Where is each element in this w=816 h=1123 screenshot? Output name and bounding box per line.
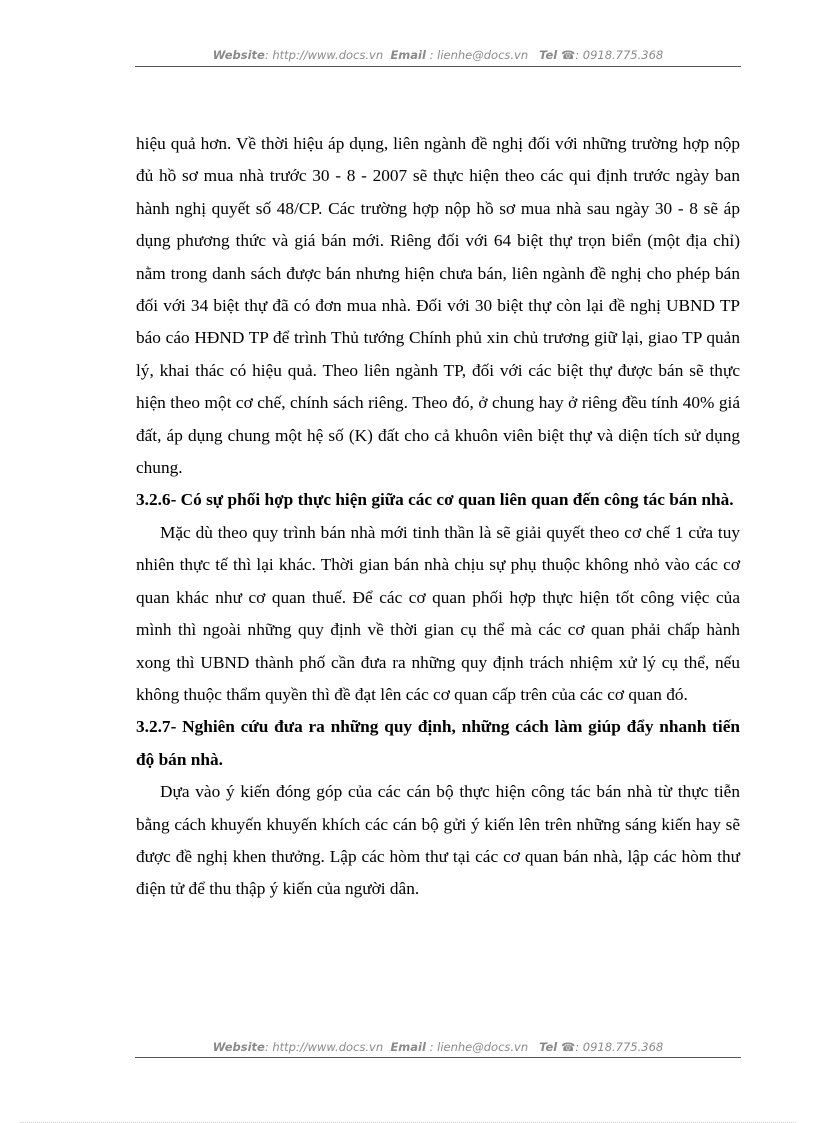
header-email-link[interactable]: : lienhe@docs.vn (429, 48, 529, 62)
page-header (135, 48, 741, 62)
footer-tel-label: Tel (539, 1040, 558, 1054)
phone-icon: ☎ (560, 1040, 576, 1054)
header-tel-value: : 0918.775.368 (575, 48, 664, 62)
footer-rule (135, 1057, 741, 1058)
header-website-link[interactable]: : http://www.docs.vn (264, 48, 384, 62)
footer-website-label: Website (212, 1040, 265, 1054)
paragraph: hiệu quả hơn. Về thời hiệu áp dụng, liên ngành đề nghị đối với những trường hợp nộp đủ hồ sơ mua nhà trước 30 - 8 - 2007 sẽ thực hiện theo các qui định trước ngày ban hành nghị quyết số 48/CP. Các trường hợp nộp hồ sơ mua nhà sau ngày 30 - 8 sẽ áp dụng phương thức và giá bán mới. Riêng đối với 64 biệt thự trọn biển (một địa chỉ) nằm trong danh sách được bán nhưng hiện chưa bán, liên ngành đề nghị cho phép bán đối với 34 biệt thự đã có đơn mua nhà. Đối với 30 biệt thự còn lại đề nghị UBND TP báo cáo HĐND TP để trình Thủ tướng Chính phủ xin chủ trương giữ lại, giao TP quản lý, khai thác có hiệu quả. Theo liên ngành TP, đối với các biệt thự được bán sẽ thực hiện theo một cơ chế, chính sách riêng. Theo đó, ở chung hay ở riêng đều tính 40% giá đất, áp dụng chung một hệ số (K) đất cho cả khuôn viên biệt thự và diện tích sử dụng chung. (136, 134, 740, 478)
header-tel-label: Tel (539, 48, 558, 62)
header-rule (135, 66, 741, 67)
footer-email-link[interactable]: : lienhe@docs.vn (429, 1040, 529, 1054)
footer-website-link[interactable]: : http://www.docs.vn (264, 1040, 384, 1054)
footer-email-label: Email (390, 1040, 426, 1054)
section-heading-3-2-6: 3.2.6- Có sự phối hợp thực hiện giữa các cơ quan liên quan đến công tác bán nhà. (136, 490, 734, 510)
document-body (136, 128, 740, 906)
header-email-label: Email (390, 48, 426, 62)
footer-tel-value: : 0918.775.368 (575, 1040, 664, 1054)
paragraph: Mặc dù theo quy trình bán nhà mới tinh thần là sẽ giải quyết theo cơ chế 1 cửa tuy nhiên thực tế thì lại khác. Thời gian bán nhà chịu sự phụ thuộc không nhỏ vào các cơ quan khác như cơ quan thuế. Để các cơ quan phối hợp thực hiện tốt công việc của mình thì ngoài những quy định về thời gian cụ thể mà các cơ quan phải chấp hành xong thì UBND thành phố cần đưa ra những quy định trách nhiệm xử lý cụ thể, nếu không thuộc thẩm quyền thì đề đạt lên các cơ quan cấp trên của các cơ quan đó. (136, 522, 740, 704)
phone-icon: ☎ (560, 48, 576, 62)
paragraph: Dựa vào ý kiến đóng góp của các cán bộ thực hiện công tác bán nhà từ thực tiễn bằng cách khuyến khuyến khích các cán bộ gửi ý kiến lên trên những sáng kiến hay sẽ được đề nghị khen thưởng. Lập các hòm thư tại các cơ quan bán nhà, lập các hòm thư điện tử để thu thập ý kiến của người dân. (136, 782, 740, 899)
page-footer (135, 1040, 741, 1054)
header-website-label: Website (212, 48, 265, 62)
section-heading-3-2-7: 3.2.7- Nghiên cứu đưa ra những quy định, những cách làm giúp đẩy nhanh tiến độ bán nhà. (136, 717, 740, 769)
